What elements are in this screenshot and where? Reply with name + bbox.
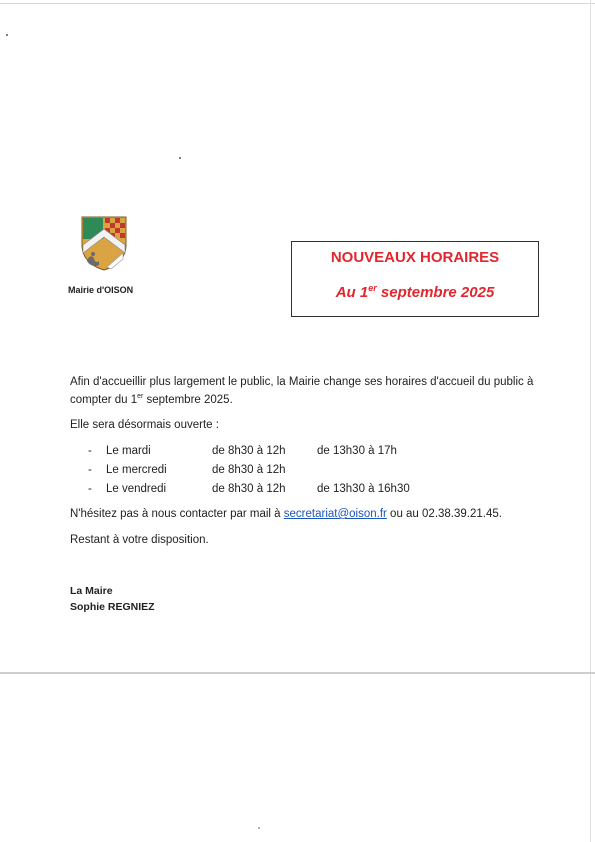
scan-edge-right bbox=[590, 0, 591, 842]
date-superscript: er bbox=[368, 283, 377, 293]
schedule-afternoon: de 13h30 à 17h bbox=[317, 445, 397, 457]
bullet: - bbox=[88, 483, 92, 495]
intro-text: Afin d'accueillir plus largement le public, la Mairie change ses horaires d'accueil du public à compter du 1 bbox=[70, 376, 534, 406]
coat-of-arms-icon bbox=[79, 215, 129, 271]
schedule-morning: de 8h30 à 12h bbox=[212, 445, 286, 457]
contact-line bbox=[70, 508, 502, 520]
date-suffix: septembre 2025 bbox=[376, 284, 495, 301]
scan-edge-top bbox=[0, 3, 595, 4]
schedule-day: Le mardi bbox=[106, 445, 151, 457]
schedule-morning: de 8h30 à 12h bbox=[212, 464, 286, 476]
open-line: Elle sera désormais ouverte : bbox=[70, 419, 219, 431]
schedule-day: Le vendredi bbox=[106, 483, 167, 495]
scan-fold-line bbox=[0, 672, 595, 674]
schedule-day: Le mercredi bbox=[106, 464, 167, 476]
intro-text-end: septembre 2025. bbox=[143, 394, 233, 406]
organization-label: Mairie d'OISON bbox=[68, 285, 134, 295]
date-prefix: Au 1 bbox=[335, 284, 369, 301]
contact-phone-text: ou au 02.38.39.21.45. bbox=[386, 508, 502, 520]
headline: NOUVEAUX HORAIRES bbox=[330, 249, 500, 266]
email-link[interactable]: secretariat@oison.fr bbox=[283, 508, 387, 520]
closing-line: Restant à votre disposition. bbox=[70, 534, 209, 546]
effective-date bbox=[292, 284, 538, 301]
bullet: - bbox=[88, 464, 92, 476]
intro-paragraph bbox=[70, 373, 550, 409]
title-box bbox=[291, 241, 539, 317]
scan-speck bbox=[6, 34, 8, 36]
scan-speck bbox=[179, 157, 181, 159]
contact-text: N'hésitez pas à nous contacter par mail à bbox=[70, 508, 284, 520]
signature-title: La Maire bbox=[70, 585, 113, 597]
schedule-afternoon: de 13h30 à 16h30 bbox=[317, 483, 410, 495]
bullet: - bbox=[88, 445, 92, 457]
scan-speck bbox=[258, 827, 260, 829]
schedule-morning: de 8h30 à 12h bbox=[212, 483, 286, 495]
intro-superscript: er bbox=[137, 393, 144, 401]
signature-name: Sophie REGNIEZ bbox=[70, 601, 155, 613]
